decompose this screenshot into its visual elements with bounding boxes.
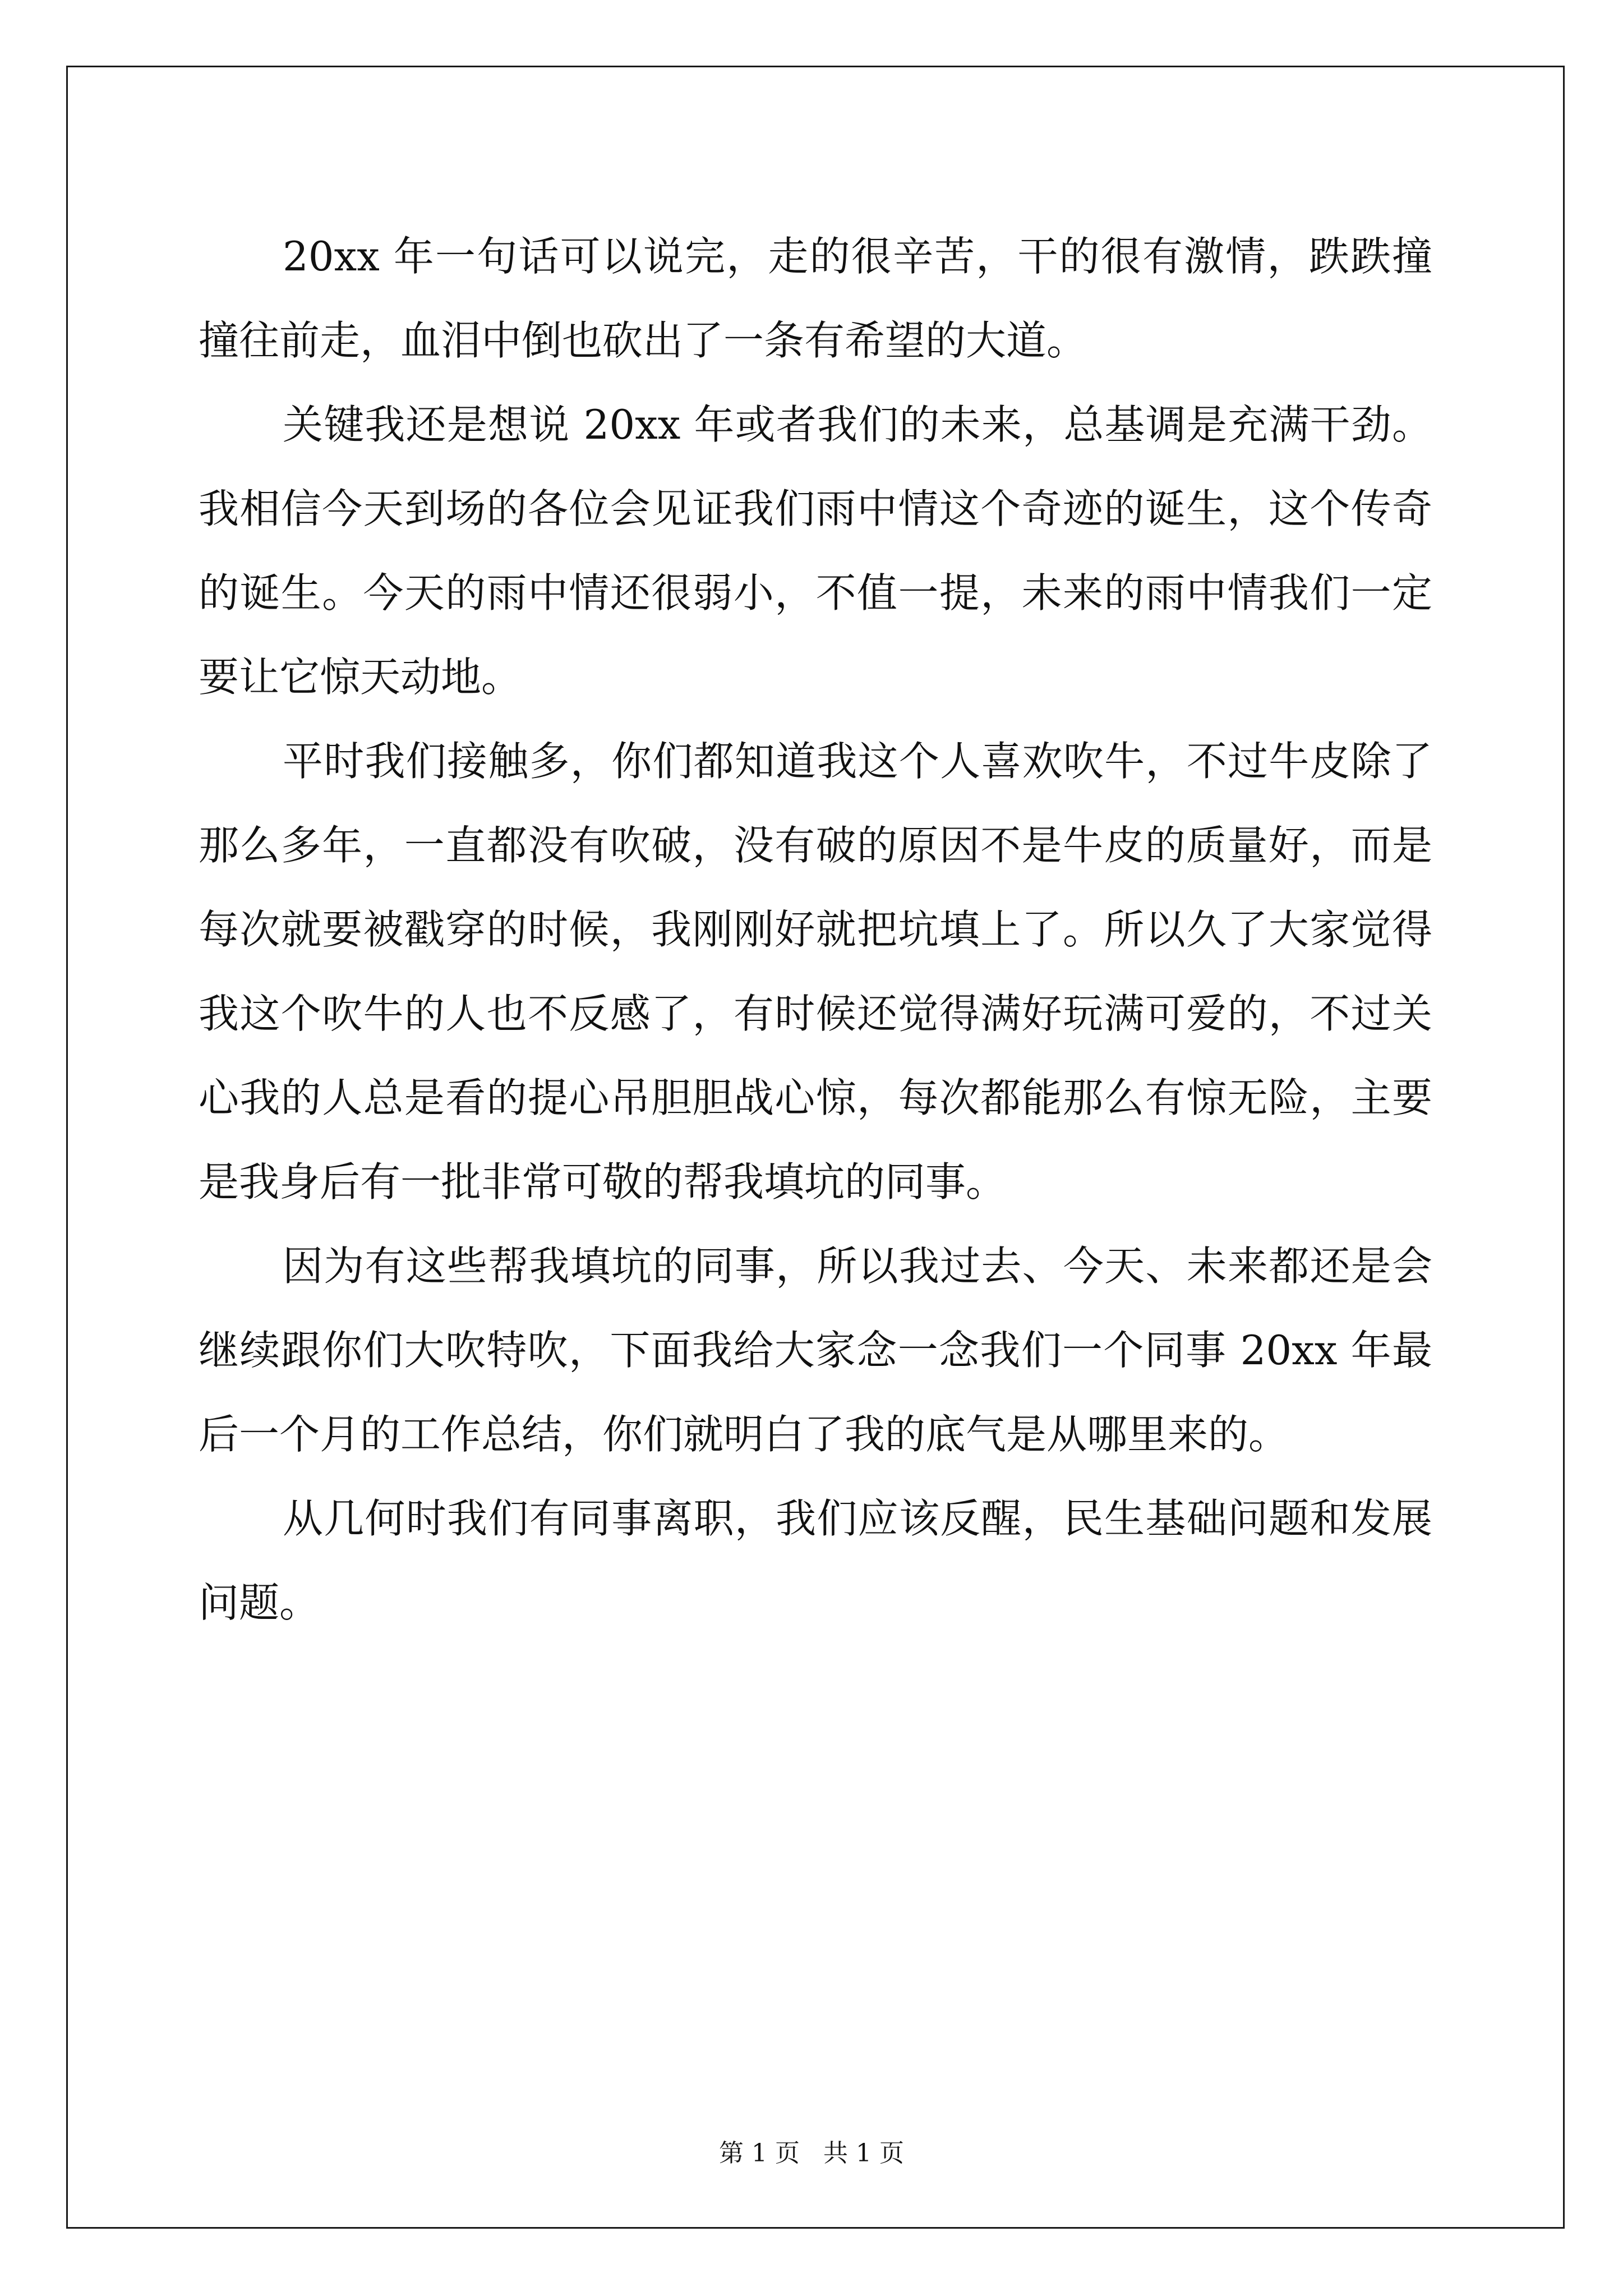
paragraph-2: 关键我还是想说 20xx 年或者我们的未来，总基调是充满干劲。我相信今天到场的各位会见证我们雨中情这个奇迹的诞生，这个传奇的诞生。今天的雨中情还很弱小，不值一提，未来的雨中情我们一定要让它惊天动地。 <box>199 401 1432 701</box>
page-number-footer: 第 1 页 共 1 页 <box>719 2139 904 2168</box>
paragraph-1: 20xx 年一句话可以说完，走的很辛苦，干的很有激情，跌跌撞撞往前走，血泪中倒也砍出了一条有希望的大道。 <box>199 233 1432 364</box>
paragraph-5: 从几何时我们有同事离职，我们应该反醒，民生基础问题和发展问题。 <box>199 1495 1432 1626</box>
paragraph-3: 平时我们接触多，你们都知道我这个人喜欢吹牛，不过牛皮除了那么多年，一直都没有吹破，没有破的原因不是牛皮的质量好，而是每次就要被戳穿的时候，我刚刚好就把坑填上了。所以久了大家觉得我这个吹牛的人也不反感了，有时候还觉得满好玩满可爱的，不过关心我的人总是看的提心吊胆胆战心惊，每次都能那么有惊无险，主要是我身后有一批非常可敬的帮我填坑的同事。 <box>199 738 1432 1205</box>
document-body <box>199 214 1432 1645</box>
paragraph-4: 因为有这些帮我填坑的同事，所以我过去、今天、未来都还是会继续跟你们大吹特吹，下面我给大家念一念我们一个同事 20xx 年最后一个月的工作总结，你们就明白了我的底气是从哪里来的。 <box>199 1243 1432 1458</box>
